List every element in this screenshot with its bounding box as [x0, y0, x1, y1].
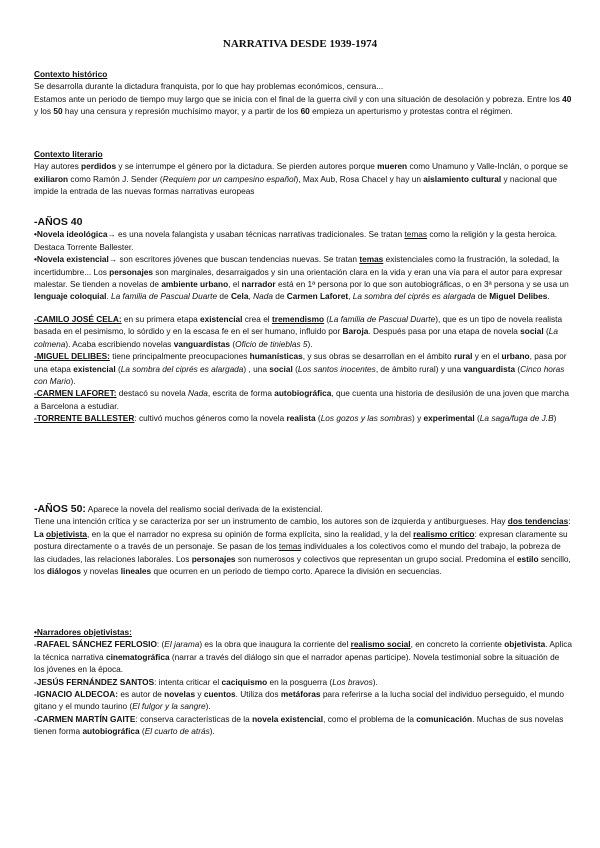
text-run: Nada: [253, 291, 273, 302]
text-run: •Novela existencial→: [34, 254, 118, 265]
text-run: objetivista: [504, 639, 546, 650]
text-run: Se desarrolla durante la dictadura franquista, por lo que hay problemas económicos, censura...: [34, 81, 384, 92]
text-run: Los santos inocentes: [297, 363, 376, 374]
text-run: dos tendencias: [507, 516, 569, 527]
text-run: realismo social: [350, 639, 411, 650]
text-run: ).: [307, 338, 313, 349]
text-run: de: [217, 291, 231, 302]
text-run: 60: [300, 106, 310, 117]
text-run: Aparece la novela del realismo social derivada de la existencial.: [85, 504, 323, 514]
text-run: existencial: [200, 314, 243, 324]
paragraph-ferlosio: [34, 638, 572, 675]
paragraph-laforet: [34, 387, 572, 412]
text-run: vanguardista: [463, 363, 516, 374]
text-run: realismo crítico: [413, 528, 475, 539]
section-heading: Contexto histórico: [34, 69, 108, 79]
paragraph: [34, 80, 572, 92]
text-run: ), Max Aub, Rosa Chacel y hay un: [295, 173, 424, 184]
text-run: -CAMILO JOSÉ CELA:: [34, 314, 122, 324]
text-run: -MIGUEL DELIBES:: [34, 351, 110, 362]
paragraph: [34, 503, 572, 515]
text-run: exiliaron: [34, 173, 69, 184]
text-run: (: [474, 413, 480, 424]
text-run: experimental: [423, 413, 475, 424]
text-run: y se interrumpe el género por la dictadura. Se pierden autores porque: [116, 161, 378, 172]
text-run: es autor de: [118, 689, 165, 700]
paragraph-novela-existencial: [34, 253, 572, 303]
text-run: y nacional que impide la entrada de las nuevas formas narrativas europeas: [34, 173, 557, 197]
text-run: en su primera etapa: [121, 314, 200, 324]
text-run: ) , una: [243, 363, 270, 374]
paragraph-novela-ideologica: [34, 228, 572, 253]
text-run: lenguaje coloquial: [34, 291, 107, 302]
text-run: narrador: [241, 279, 276, 290]
text-run: Baroja: [342, 326, 369, 337]
text-run: como Unamuno y Valle-Inclán, o porque se: [407, 161, 568, 172]
text-run: vanguardistas: [173, 338, 231, 349]
text-run: novelas: [164, 689, 196, 700]
text-run: para referirse a la lucha social del individuo perseguido, el mundo gitano y el mundo taurino (: [34, 689, 565, 712]
text-run: , de ámbito rural) y una: [375, 363, 464, 374]
text-run: metáforas: [280, 689, 321, 700]
text-run: está en 1ª persona por lo que son autobiográficas, o en 3ª persona y se usa un: [275, 279, 569, 290]
text-run: La: [34, 528, 44, 539]
text-run: La sombra del ciprés es alargada: [120, 363, 244, 374]
text-run: 50: [53, 106, 63, 117]
text-run: El cuarto de atrás: [144, 726, 210, 737]
text-run: , el: [228, 279, 242, 290]
text-run: temas: [404, 229, 428, 240]
text-run: , en concreto la corriente: [410, 639, 505, 650]
text-run: ).: [209, 726, 215, 737]
text-run: : (: [156, 639, 165, 650]
text-run: -CARMEN LAFORET:: [34, 388, 117, 399]
document-title: NARRATIVA DESDE 1939-1974: [222, 38, 378, 50]
paragraph-cela: [34, 313, 572, 350]
text-run: destacó su novela: [116, 388, 188, 399]
section-heading: -AÑOS 50:: [34, 503, 86, 515]
text-run: personajes: [191, 553, 236, 564]
text-run: sencillo, los: [34, 553, 571, 577]
paragraph-aldecoa: [34, 688, 572, 713]
text-run: El jarama: [164, 639, 200, 650]
text-run: crea el: [242, 314, 272, 324]
text-run: , en la que el narrador no expresa su opinión de forma explícita, sino la realidad, y la del: [87, 528, 414, 539]
text-run: (: [324, 314, 330, 324]
text-run: Cela: [230, 291, 249, 302]
text-run: , pasa por una etapa: [34, 351, 567, 374]
section-heading: •Narradores objetivistas:: [34, 627, 132, 637]
text-run: ), que es un tipo de novela realista basada en el pesimismo, lo sórdido y en la escasa fe en el ser humano, influido por: [34, 314, 563, 337]
text-run: son escritores jóvenes que buscan tendencias nuevas. Se tratan: [117, 254, 360, 265]
text-run: ,: [348, 291, 353, 302]
section-contexto-literario: [34, 148, 572, 198]
text-run: La colmena: [34, 326, 558, 349]
text-run: y: [195, 689, 204, 700]
text-run: (: [115, 363, 121, 374]
text-run: . Aplica la técnica narrativa: [34, 639, 573, 662]
text-run: perdidos: [81, 161, 117, 172]
text-run: Cinco horas con Mario: [34, 363, 565, 387]
text-run: y en el: [472, 351, 502, 362]
text-run: es una novela falangista y usaban técnicas narrativas tradicionales. Se tratan: [115, 229, 405, 240]
text-run: que ocurren en un periodo de tiempo corto. Aparece la división en secuencias.: [151, 566, 442, 577]
text-run: -TORRENTE BALLESTER: [34, 413, 135, 424]
text-run: ): [553, 413, 557, 424]
paragraph-torrente: [34, 412, 572, 424]
text-run: La familia de Pascual Duarte: [111, 291, 218, 302]
text-run: -RAFAEL SÁNCHEZ FERLOSIO: [34, 639, 157, 650]
text-run: estilo: [516, 553, 539, 564]
text-run: La familia de Pascual Duarte: [329, 314, 436, 324]
text-run: Los gozos y las sombras: [320, 413, 412, 424]
text-run: (: [515, 363, 521, 374]
text-run: Miguel Delibes: [489, 291, 548, 302]
text-run: (: [543, 326, 549, 337]
text-run: Requiem por un campesino español: [162, 173, 296, 184]
text-run: . Muchas de sus novelas tienen forma: [34, 713, 564, 737]
text-run: :: [568, 516, 571, 527]
text-run: social: [269, 363, 293, 374]
text-run: (: [292, 363, 298, 374]
text-run: ).: [205, 701, 211, 712]
text-run: . Después pasa por una etapa de novela: [368, 326, 521, 337]
text-run: (: [230, 338, 236, 349]
text-run: de: [272, 291, 287, 302]
text-run: : expresan claramente su postura directamente o a través de un personaje. Se pasan de los: [34, 528, 568, 552]
text-run: •Novela ideológica→: [34, 229, 116, 240]
text-run: social: [520, 326, 544, 337]
text-run: . Utiliza dos: [235, 689, 281, 700]
text-run: , como el problema de la: [323, 713, 417, 724]
text-run: empieza un aperturismo y protestas contra el régimen.: [309, 106, 513, 117]
text-run: (: [315, 413, 321, 424]
text-run: caciquismo: [221, 676, 268, 687]
text-run: -IGNACIO ALDECOA:: [34, 689, 119, 700]
text-run: cinematográfica: [105, 651, 170, 662]
text-run: como la religión y la gesta heroica. Destaca Torrente Ballester.: [34, 229, 558, 252]
text-run: (: [139, 726, 145, 737]
text-run: diálogos: [46, 566, 82, 577]
text-run: personajes: [109, 266, 153, 277]
text-run: : conserva características de la: [135, 713, 253, 724]
text-run: Hay autores: [34, 161, 82, 172]
text-run: (narrar a través del diálogo sin que el narrador apenas participe). Novela testimonial sobre la situación de los jóvenes en la época.: [34, 651, 560, 675]
text-run: : intenta criticar el: [154, 676, 222, 687]
text-run: Nada: [188, 388, 208, 399]
text-run: y novelas: [81, 566, 121, 577]
text-run: en la posguerra (: [267, 676, 333, 687]
text-run: hay una censura y represión muchísimo mayor, y a partir de los: [62, 106, 301, 117]
text-run: autobiográfica: [274, 388, 332, 399]
text-run: humanísticas: [249, 351, 303, 362]
text-run: La sombra del ciprés es alargada: [352, 291, 476, 302]
text-run: Estamos ante un periodo de tiempo muy largo que se inicia con el final de la guerra civil y con una situación de desolación y pobreza. Entre los: [34, 93, 563, 104]
text-run: ambiente urbano: [161, 279, 229, 290]
text-run: mueren: [377, 161, 408, 172]
text-run: ). Acaba escribiendo novelas: [65, 338, 174, 349]
text-run: , y sus obras se desarrollan en el ámbito: [302, 351, 454, 362]
text-run: novela existencial: [252, 713, 324, 724]
section-anos-40: [34, 216, 572, 303]
text-run: cuentos: [203, 689, 236, 700]
section-contexto-historico: [34, 68, 572, 118]
section-autores-40: [34, 313, 572, 425]
text-run: ) es la obra que inaugura la corriente del: [199, 639, 351, 650]
text-run: temas: [278, 541, 302, 552]
text-run: autobiográfica: [82, 726, 140, 737]
paragraph: [34, 515, 572, 577]
text-run: realista: [286, 413, 316, 424]
text-run: -CARMEN MARTÍN GAITE: [34, 713, 136, 724]
text-run: existencial: [73, 363, 116, 374]
text-run: , que cuenta una historia de desilusión de una joven que marcha a Barcelona a estudiar.: [34, 388, 569, 411]
text-run: tiene principalmente preocupaciones: [109, 351, 250, 362]
text-run: rural: [453, 351, 473, 362]
text-run: .: [547, 291, 550, 302]
text-run: son numerosos y colectivos que representan un grupo social. Predomina el: [235, 553, 517, 564]
text-run: comunicación: [416, 713, 473, 724]
paragraph: [34, 93, 572, 118]
text-run: ) y: [412, 413, 424, 424]
paragraph-fernandez-santos: [34, 676, 572, 688]
section-narradores-objetivistas: [34, 626, 572, 738]
text-run: temas: [359, 254, 384, 265]
text-run: Tiene una intención crítica y se caracteriza por ser un instrumento de cambio, los autores son de izquierda y antiburgueses. Hay: [34, 516, 508, 527]
text-run: ,: [248, 291, 254, 302]
text-run: Carmen Laforet: [286, 291, 349, 302]
text-run: -JESÚS FERNÁNDEZ SANTOS: [34, 676, 155, 687]
text-run: objetivista: [46, 528, 88, 539]
paragraph-delibes: [34, 350, 572, 387]
text-run: y los: [34, 106, 54, 117]
text-run: existenciales como la frustración, la soledad, la incertidumbre... Los: [34, 254, 560, 277]
text-run: : cultivó muchos géneros como la novela: [134, 413, 287, 424]
text-run: Oficio de tinieblas 5: [235, 338, 308, 349]
text-run: La saga/fuga de J.B: [479, 413, 554, 424]
text-run: lineales: [120, 566, 152, 577]
text-run: ).: [372, 676, 378, 687]
text-run: El fulgor y la sangre: [132, 701, 206, 712]
text-run: 40: [562, 93, 572, 104]
text-run: aislamiento cultural: [423, 173, 502, 184]
text-run: urbano: [501, 351, 530, 362]
text-run: individuales a los colectivos como el mundo del trabajo, la pobreza de las ciudades, las relaciones laborales. Los: [34, 541, 561, 564]
section-heading: Contexto literario: [34, 149, 103, 159]
paragraph-martin-gaite: [34, 713, 572, 738]
text-run: tremendismo: [271, 314, 325, 324]
paragraph: [34, 160, 572, 197]
text-run: son marginales, desarraigados y sin una orientación clara en la vida y eran una vía para el autor para expresar malestar. Se tienden a novelas de: [34, 266, 563, 290]
text-run: , escrita de forma: [207, 388, 275, 399]
text-run: .: [106, 291, 112, 302]
text-run: como Ramón J. Sender (: [68, 173, 163, 184]
section-anos-50: [34, 503, 572, 577]
text-run: ).: [70, 376, 76, 387]
text-run: de: [475, 291, 490, 302]
text-run: Los bravos: [332, 676, 373, 687]
section-heading: -AÑOS 40: [34, 216, 83, 228]
